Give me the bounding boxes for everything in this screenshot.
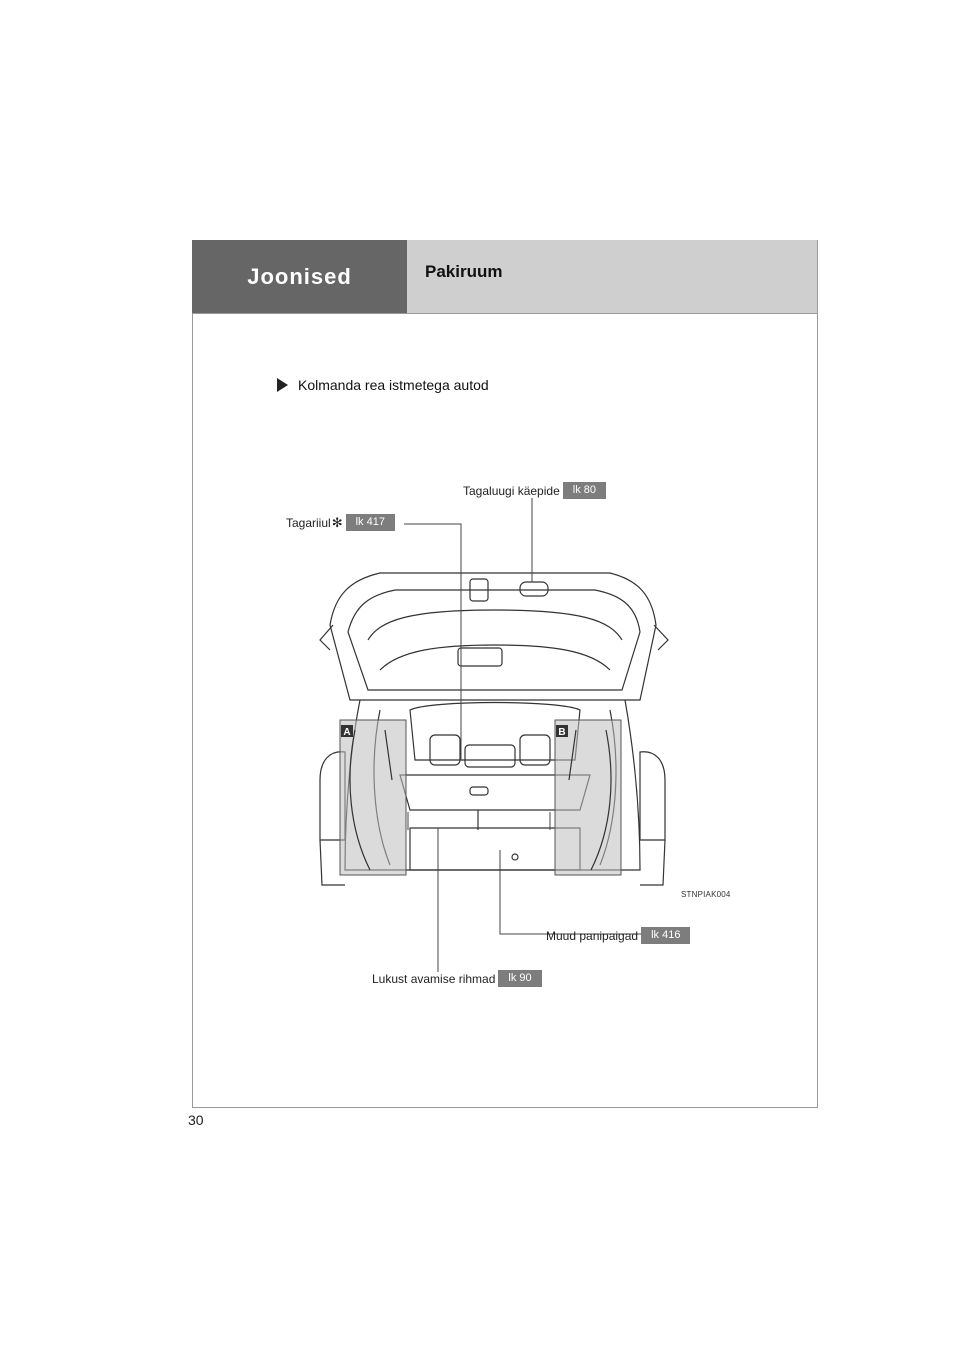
- side-panel-a: [340, 720, 406, 875]
- callout-tagaluugi: [463, 482, 606, 499]
- callout-lukust-label: Lukust avamise rihmad: [372, 971, 496, 986]
- figure-code: STNPIAK004: [681, 890, 731, 899]
- callout-muud: [546, 927, 690, 944]
- callout-muud-label: Muud panipaigad: [546, 928, 639, 943]
- side-panel-b: [555, 720, 621, 875]
- asterisk-icon: ✻: [331, 514, 343, 530]
- subtitle-text: Kolmanda rea istmetega autod: [298, 377, 489, 393]
- page-title: Pakiruum: [425, 262, 503, 281]
- callout-muud-ref[interactable]: lk 416: [641, 927, 690, 944]
- callout-lukust-ref[interactable]: lk 90: [498, 970, 541, 987]
- callout-tagaluugi-ref[interactable]: lk 80: [563, 482, 606, 499]
- marker-a: A: [343, 727, 351, 738]
- callout-tagariiul-label: Tagariiul: [286, 515, 331, 530]
- callout-tagariiul-ref[interactable]: lk 417: [346, 514, 395, 531]
- section-tab: Joonised: [192, 240, 407, 313]
- callout-tagaluugi-label: Tagaluugi käepide: [463, 483, 560, 498]
- marker-b: B: [558, 727, 566, 738]
- callout-tagariiul: [286, 514, 395, 531]
- callout-lukust: [372, 970, 542, 987]
- page-number: 30: [188, 1112, 204, 1128]
